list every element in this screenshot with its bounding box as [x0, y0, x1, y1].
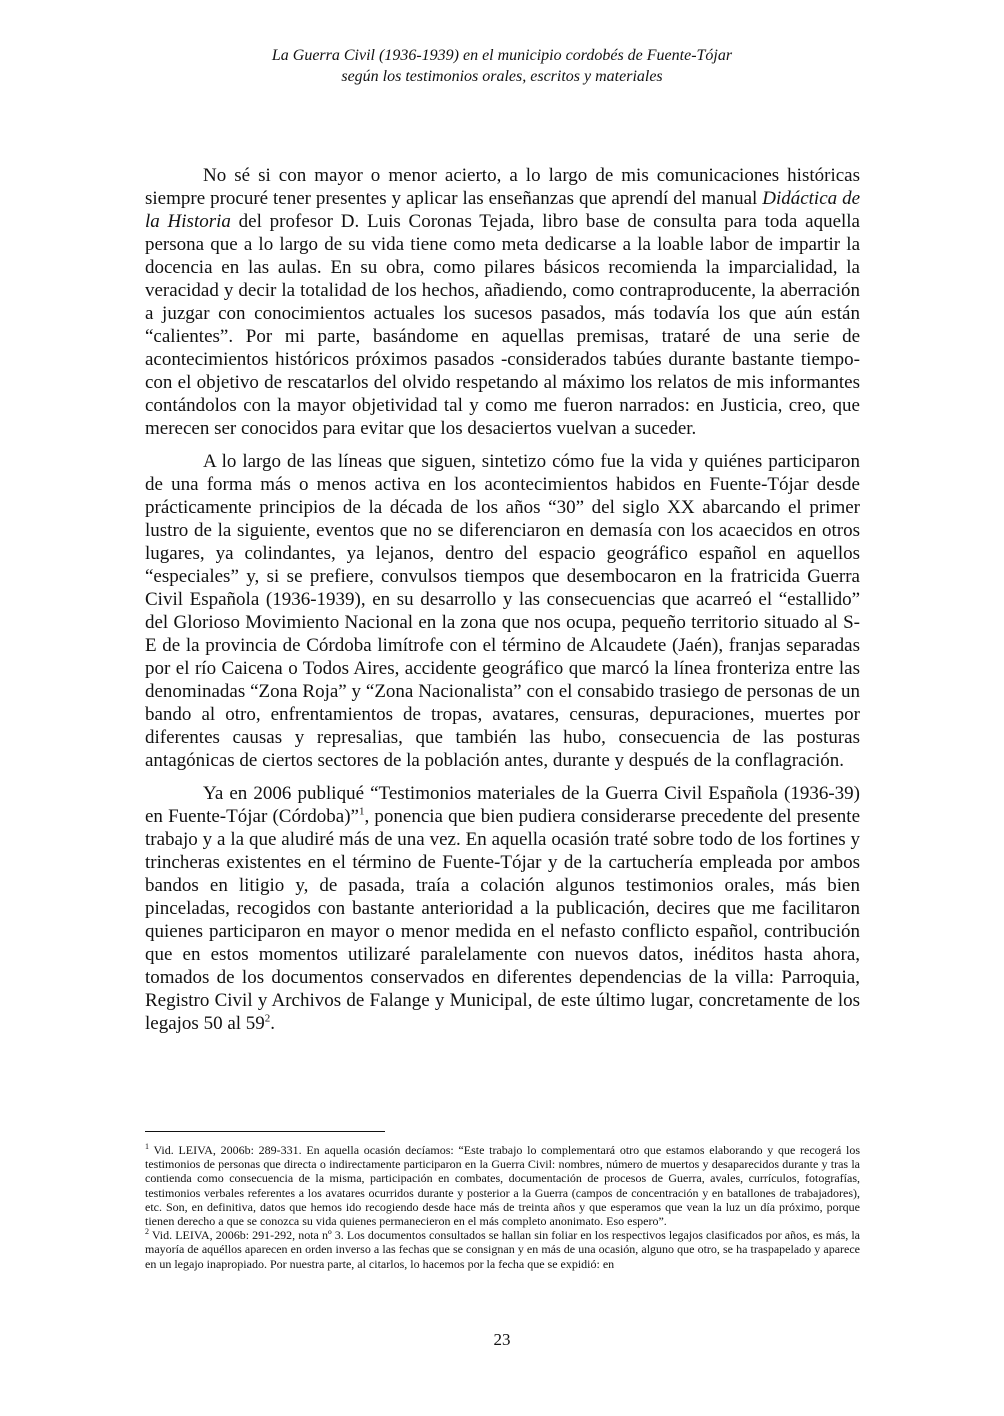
page-number: 23 [493, 1330, 511, 1349]
footnote-ref-1[interactable]: 1 [358, 805, 365, 818]
paragraph-1-text-b: del profesor D. Luis Coronas Tejada, libro base de consulta para toda aquella persona que a lo largo de su vida tiene como meta dedicarse a la loable labor de impartir la docencia en las aulas. En su obra, como pilares básicos recomienda la imparcialidad, la veracidad y decir la totalidad de los hechos, añadiendo, como contraproducente, la aberración a juzgar con conocimientos actuales los sucesos pasados, más todavía los que aún están “calientes”. Por mi parte, basándome en aquellas premisas, trataré de una serie de acontecimientos históricos próximos pasados -considerados tabúes durante bastante tiempo- con el objetivo de rescatarlos del olvido respetando al máximo los relatos de mis informantes contándolos con la mayor objetividad tal y como me fueron narrados: en Justicia, creo, que merecen ser conocidos para evitar que los desaciertos vuelvan a suceder. [145, 211, 860, 439]
book-title-italic: Didáctica de la Historia [145, 188, 861, 232]
footnote-separator [145, 1131, 385, 1132]
footnote-1 [145, 1143, 860, 1228]
footnote-2 [145, 1228, 860, 1271]
paragraph-3-text-a: Ya en 2006 publiqué “Testimonios materiales de la Guerra Civil Española (1936-39) en Fuente-Tójar (Córdoba)” [145, 783, 860, 827]
paragraph-2: A lo largo de las líneas que siguen, sintetizo cómo fue la vida y quiénes participaron de una forma más o menos activa en los acontecimientos habidos en Fuente-Tójar desde prácticamente principios de la década de los años “30” del siglo XX abarcando el primer lustro de la siguiente, eventos que no se diferenciaron en demasía con los acaecidos en otros lugares, ya colindantes, ya lejanos, dentro del espacio geográfico español en aquellos “especiales” y, si se prefiere, convulsos tiempos que desembocaron en la fratricida Guerra Civil Española (1936-1939), en su desarrollo y las consecuencias que acarreó el “estallido” del Glorioso Movimiento Nacional en la zona que nos ocupa, pequeño territorio situado al S-E de la provincia de Córdoba limítrofe con el término de Alcaudete (Jaén), franjas separadas por el río Caicena o Todos Aires, accidente geográfico que marcó la línea fronteriza entre las denominadas “Zona Roja” y “Zona Nacionalista” con el consabido trasiego de personas de un bando al otro, enfrentamientos de tropas, avatares, censuras, depuraciones, muertes por diferentes causas y represalias, que también las hubo, consecuencia de las posturas antagónicas de ciertos sectores de la población antes, durante y después de la conflagración. [145, 451, 860, 771]
footnote-ref-2[interactable]: 2 [264, 1012, 271, 1025]
paragraph-3-text-b: , ponencia que bien pudiera considerarse precedente del presente trabajo y a la que aludiré más de una vez. En aquella ocasión traté sobre todo de los fortines y trincheras existentes en el término de Fuente-Tójar y de la cartuchería empleada por ambos bandos en litigio y, de pasada, traía a colación algunos testimonios orales, más bien pinceladas, recogidos con bastante anterioridad a la publicación, decires que me facilitaron quienes participaron en mayor o menor medida en el nefasto conflicto español, contribución que en estos momentos utilizaré paralelamente con nuevos datos, inéditos hasta ahora, tomados de los documentos conservados en diferentes dependencias de la villa: Parroquia, Registro Civil y Archivos de Falange y Municipal, de este último lugar, concretamente de los legajos 50 al 59 [145, 806, 861, 1034]
footnotes [145, 1143, 860, 1271]
paragraph-3 [145, 782, 860, 1035]
paragraph-1 [145, 164, 860, 440]
header-line-2: según los testimonios orales, escritos y materiales [341, 68, 663, 85]
paragraph-1-text-a: No sé si con mayor o menor acierto, a lo largo de mis comunicaciones históricas siempre procuré tener presentes y aplicar las enseñanzas que aprendí del manual [145, 165, 860, 209]
footnote-1-text: Vid. LEIVA, 2006b: 289-331. En aquella ocasión decíamos: “Este trabajo lo complementará otro que estamos elaborando y que recogerá los testimonios de personas que directa o indirectamente participaron en la Guerra Civil: nombres, número de muertos y desaparecidos durante y tras la contienda como consecuencia de la misma, participación en combates, documentación de procesos de Guerra, avales, currículos, fotografías, testimonios verbales referentes a los avatares ocurridos durante y posterior a la Guerra (campos de concentración y en batallones de trabajadores), etc. Son, en definitiva, datos que hemos ido recogiendo desde hace más de treinta años y que esperamos que vean la luz un día próximo, porque tienen derecho a que se conozca su vida quienes permanecieron en el más completo anonimato. Eso espero”. [145, 1143, 860, 1229]
paragraph-3-text-c: . [270, 1013, 276, 1034]
footnote-2-text: Vid. LEIVA, 2006b: 291-292, nota nº 3. Los documentos consultados se hallan sin foliar en los respectivos legajos clasificados por años, es más, la mayoría de aquéllos aparecen en orden inverso a las fechas que se consignan y en más de una ocasión, alguno que otro, se ha traspapelado y aparece en un legajo inapropiado. Por nuestra parte, al citarlos, lo hacemos por la fecha que se expidió: en [145, 1228, 860, 1271]
footnote-1-mark: 1 [145, 1142, 149, 1151]
footnote-2-mark: 2 [145, 1227, 149, 1237]
body-text [145, 164, 860, 1045]
header-line-1: La Guerra Civil (1936-1939) en el municipio cordobés de Fuente-Tójar [271, 47, 733, 64]
running-header [0, 45, 1004, 87]
